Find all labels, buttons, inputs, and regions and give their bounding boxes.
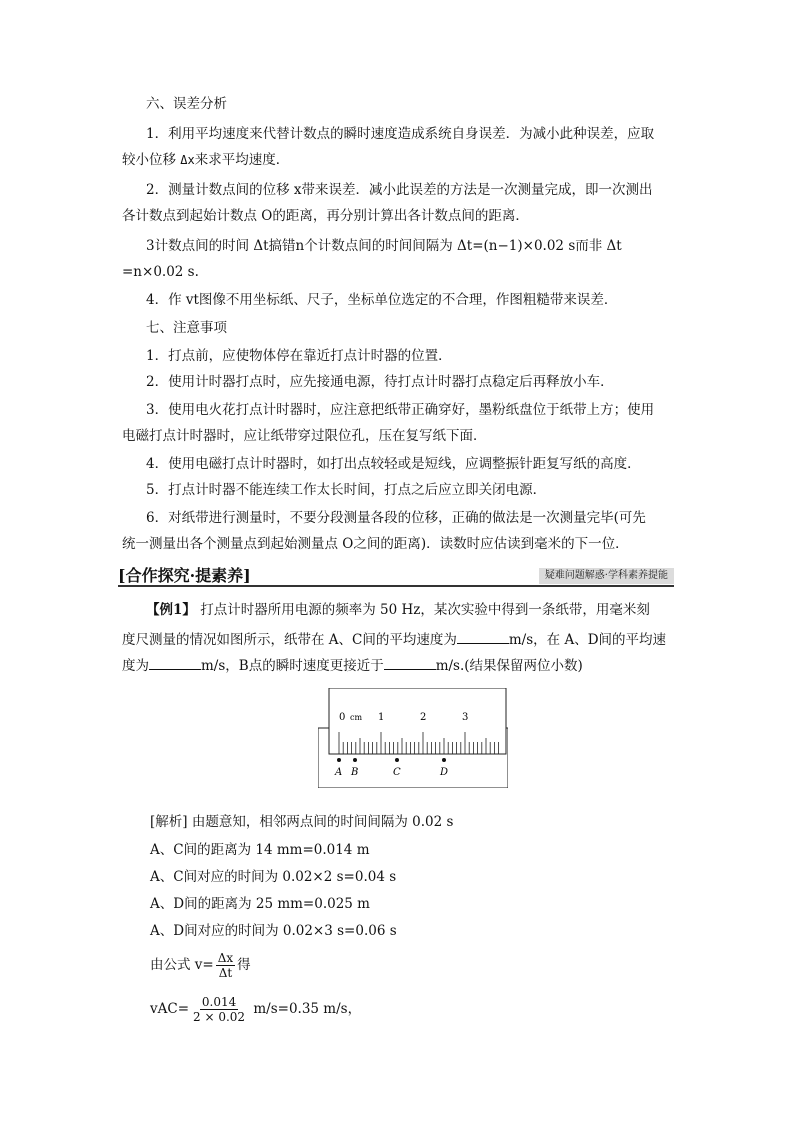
band-tag: 疑难问题解惑·学科素养提能 <box>539 568 674 584</box>
text: 度为 <box>122 658 149 674</box>
solution-label: [解析] <box>150 814 188 830</box>
point-c-label: C <box>393 767 401 778</box>
fraction-numerator: Δx <box>217 951 234 965</box>
example-line-1 <box>146 600 650 620</box>
fraction-denominator: 2 × 0.02 <box>193 1010 246 1024</box>
text: 打点计时器所用电源的频率为 50 Hz，某次实验中得到一条纸带，用毫米刻 <box>195 602 650 618</box>
velocity-fraction <box>216 951 235 980</box>
text: 来求平均速度． <box>194 152 290 168</box>
solution-formula <box>150 948 251 982</box>
paragraph-3-line-2: =n×0.02 s. <box>122 264 199 280</box>
solution-vac <box>150 992 361 1026</box>
answer-blank-ad <box>149 657 201 670</box>
example-line-2 <box>122 630 666 650</box>
text: 较小位移 <box>122 152 181 168</box>
precaution-3-line-2: 电磁打点计时器时，应让纸带穿过限位孔，压在复写纸下面． <box>122 428 487 444</box>
section-heading-error-analysis: 六、误差分析 <box>146 96 227 112</box>
ruler-figure <box>318 688 508 788</box>
ruler-label-1: 1 <box>378 712 385 723</box>
example-label: 【例1】 <box>146 602 196 618</box>
text: 由题意知，相邻两点间的时间间隔为 0.02 s <box>187 814 454 830</box>
point-b-dot <box>353 758 357 762</box>
point-a-dot <box>337 758 341 762</box>
precaution-5: 5．打点计时器不能连续工作太长时间，打点之后应立即关闭电源． <box>146 482 547 498</box>
ruler-label-3: 3 <box>462 712 469 723</box>
text: m/s=0.35 m/s， <box>249 1001 362 1017</box>
solution-line-5: A、D间对应的时间为 0.02×3 s=0.06 s <box>150 923 397 939</box>
precaution-1: 1．打点前，应使物体停在靠近打点计时器的位置． <box>146 348 452 364</box>
paragraph-1-line-2 <box>122 150 289 170</box>
paragraph-4: 4．作 vt图像不用坐标纸、尺子，坐标单位选定的不合理，作图粗糙带来误差． <box>146 292 618 308</box>
text: m/s.(结果保留两位小数) <box>435 658 583 674</box>
point-c-dot <box>395 758 399 762</box>
paragraph-2-line-1: 2．测量计数点间的位移 x带来误差．减小此误差的方法是一次测量完成，即一次测出 <box>146 182 653 198</box>
precaution-3-line-1: 3．使用电火花打点计时器时，应注意把纸带正确穿好，墨粉纸盘位于纸带上方；使用 <box>146 402 655 418</box>
delta-x-symbol: Δx <box>180 153 195 167</box>
solution-line-3: A、C间对应的时间为 0.02×2 s=0.04 s <box>150 869 397 885</box>
paragraph-3-line-1: 3计数点间的时间 Δt搞错n个计数点间的时间间隔为 Δt=(n−1)×0.02 s而非 Δt <box>146 238 622 254</box>
section-heading-precautions: 七、注意事项 <box>146 320 227 336</box>
precaution-4: 4．使用电磁打点计时器时，如打出点较轻或是短线，应调整振针距复写纸的高度． <box>146 456 641 472</box>
precaution-6-line-2: 统一测量出各个测量点到起始测量点 O之间的距离)．读数时应估读到毫米的下一位． <box>122 536 629 552</box>
ruler-unit: cm <box>350 713 363 722</box>
band-divider <box>118 585 674 587</box>
solution-line-1 <box>150 812 453 832</box>
answer-blank-ac <box>457 631 509 644</box>
vac-fraction <box>191 995 247 1024</box>
solution-line-2: A、C间的距离为 14 mm=0.014 m <box>150 842 370 858</box>
band-title: [合作探究·提素养] <box>118 566 251 585</box>
ruler-label-0: 0 <box>339 712 346 723</box>
precaution-6-line-1: 6．对纸带进行测量时，不要分段测量各段的位移，正确的做法是一次测量完毕(可先 <box>146 510 646 526</box>
point-d-label: D <box>440 767 449 778</box>
fraction-numerator: 0.014 <box>201 995 237 1009</box>
text: 由公式 v= <box>150 957 214 973</box>
point-b-label: B <box>351 767 359 778</box>
text: 得 <box>237 957 251 973</box>
example-line-3 <box>122 656 583 676</box>
text: m/s，在 A、D间的平均速 <box>508 632 667 648</box>
answer-blank-b <box>384 657 436 670</box>
text: m/s，B点的瞬时速度更接近于 <box>201 658 384 674</box>
fraction-denominator: Δt <box>218 966 233 980</box>
solution-line-4: A、D间的距离为 25 mm=0.025 m <box>150 896 370 912</box>
paragraph-2-line-2: 各计数点到起始计数点 O的距离，再分别计算出各计数点间的距离． <box>122 208 529 224</box>
section-band <box>118 565 674 587</box>
point-a-label: A <box>335 767 343 778</box>
ruler-label-2: 2 <box>420 712 427 723</box>
point-d-dot <box>442 758 446 762</box>
paragraph-1-line-1: 1．利用平均速度来代替计数点的瞬时速度造成系统自身误差．为减小此种误差，应取 <box>146 126 655 142</box>
text: 度尺测量的情况如图所示，纸带在 A、C间的平均速度为 <box>122 632 457 648</box>
precaution-2: 2．使用计时器打点时，应先接通电源，待打点计时器打点稳定后再释放小车． <box>146 374 614 390</box>
text: vAC= <box>150 1001 190 1017</box>
